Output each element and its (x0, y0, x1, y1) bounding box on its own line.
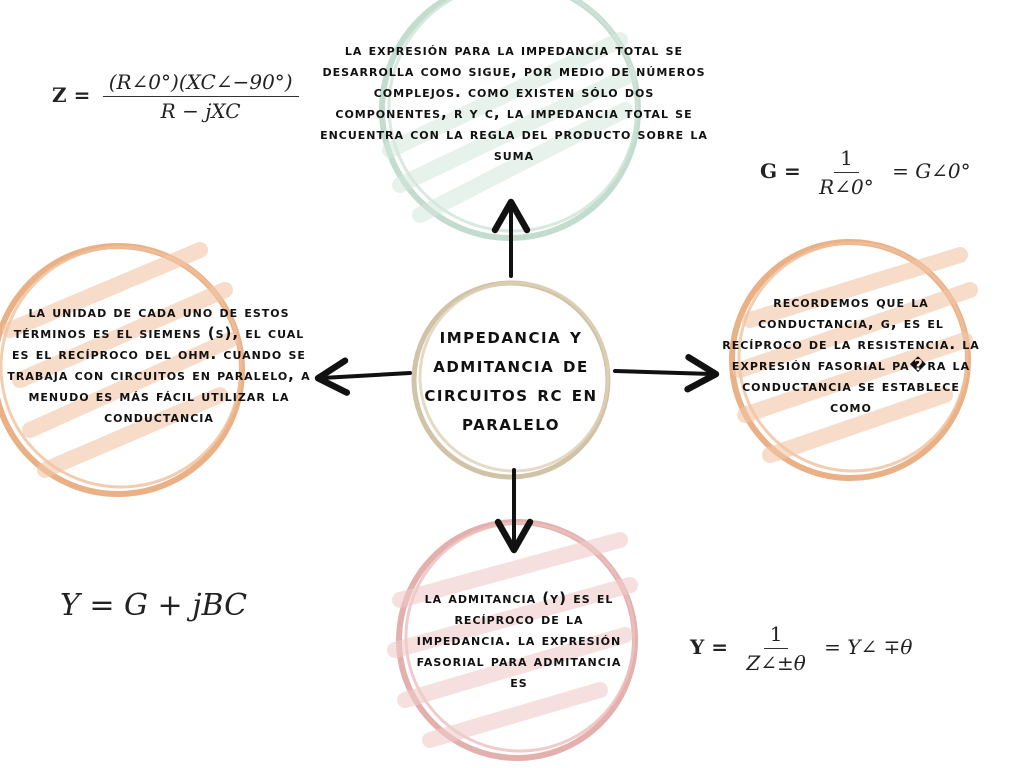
impedance-formula (52, 70, 305, 123)
admittance-numerator: 1 (764, 622, 789, 649)
admittance-formula-lhs: Y = (690, 635, 728, 659)
conductance-formula (760, 146, 971, 199)
admittance-sum-text: Y = G + jBC (60, 588, 248, 623)
impedance-denominator: R − jXC (160, 99, 241, 123)
conductance-formula-rhs: = G∠0° (892, 159, 971, 183)
admittance-denominator: Z∠±θ (746, 651, 806, 675)
conductance-numerator: 1 (834, 146, 859, 173)
conductance-formula-lhs: G = (760, 159, 801, 183)
arrow-right (615, 371, 712, 374)
impedance-numerator: (R∠0°)(XC∠−90°) (103, 70, 299, 97)
right-node-text: recordemos que la conductancia, g, es el recíproco de la resistencia. la expresión fasorial pa�ra la conductancia se establece como (722, 293, 980, 416)
arrow-left (322, 373, 410, 378)
admittance-reciprocal-formula (690, 622, 912, 675)
bottom-node-text: la admitancia (y) es el recíproco de la impedancia. la expresión fasorial para admitancia es (416, 589, 622, 691)
admittance-sum-formula (60, 588, 247, 623)
top-node-text: la expresión para la impedancia total se desarrolla como sigue, por medio de números complejos. como existen sólo dos componentes, r y c, la impedancia total se encuentra con la regla del producto sobre la suma (320, 41, 708, 164)
left-node-text: la unidad de cada uno de estos términos es el siemens (s), el cual es el recíproco del ohm. cuando se trabaja con circuitos en paralelo, a menudo es más fácil utilizar la conductancia (7, 303, 311, 426)
admittance-formula-rhs: = Y∠ ∓θ (824, 635, 913, 659)
conductance-fraction (813, 146, 880, 199)
impedance-fraction (103, 70, 299, 123)
impedance-formula-lhs: Z = (52, 83, 91, 107)
center-title: impedancia y admitancia de circuitos rc en paralelo (424, 324, 598, 435)
conductance-denominator: R∠0° (819, 175, 874, 199)
admittance-fraction (740, 622, 811, 675)
